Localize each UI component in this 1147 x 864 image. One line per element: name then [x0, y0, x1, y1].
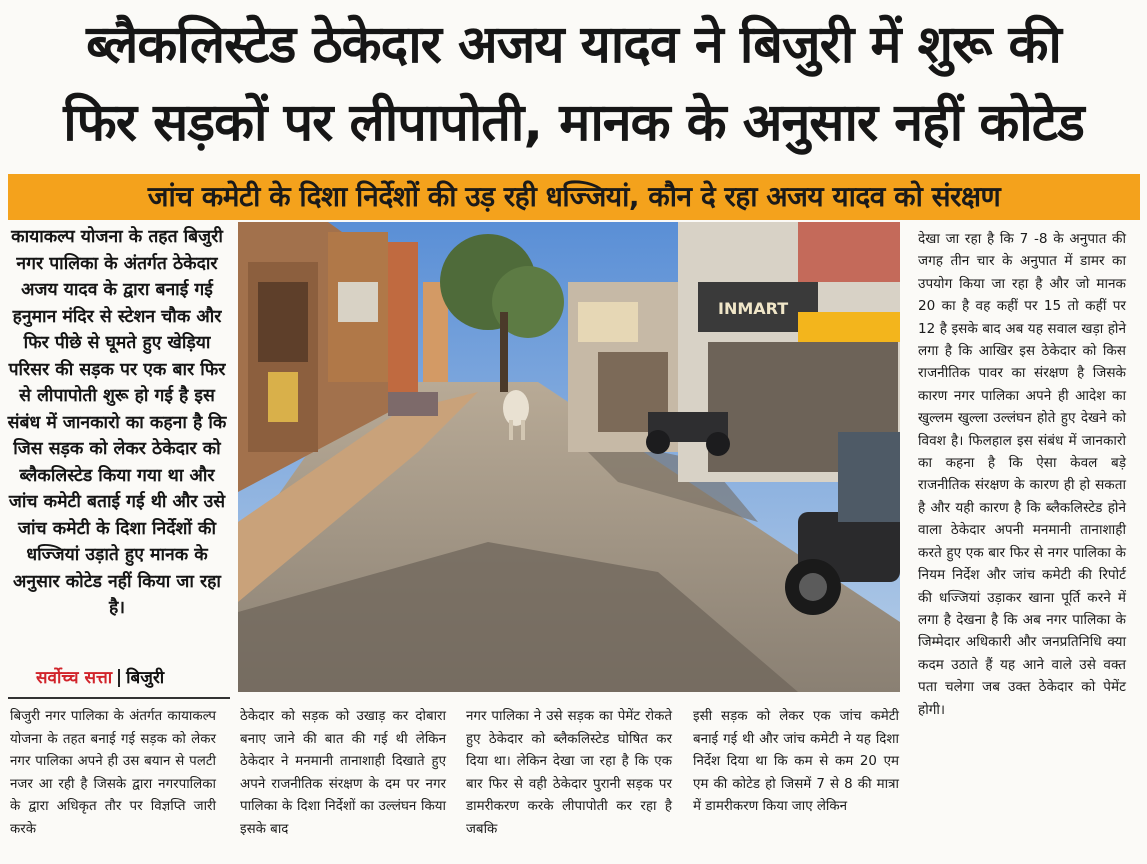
- section-divider: [8, 697, 230, 699]
- article-column-3: नगर पालिका ने उसे सड़क का पेमेंट रोकते हुए ठेकेदार को ब्लैकलिस्टेड घोषित कर दिया था। लेकिन देखा जा रहा है कि एक बार फिर से वही ठेकेदार पुरानी सड़क पर डामरीकरण करके लीपापोती कर रहा है जबकि: [466, 709, 672, 837]
- street-scene-image: [238, 222, 900, 692]
- lead-paragraph: कायाकल्प योजना के तहत बिजुरी नगर पालिका के अंतर्गत ठेकेदार अजय यादव के द्वारा बनाई गई हनुमान मंदिर से स्टेशन चौक और फिर पीछे से घूमते हुए खेड़िया परिसर की सड़क पर एक बार फिर से लीपापोती शुरू हो गई है इस संबंध में जानकारो का कहना है कि जिस सड़क को लेकर ठेकेदार को ब्लैकलिस्टेड किया गया था और जांच कमेटी बताई गई थी और उसे जांच कमेटी के दिशा निर्देशों की धज्जियां उड़ाते हुए मानक के अनुसार कोटेड नहीं किया जा रहा है।: [7, 227, 227, 618]
- byline: [36, 665, 164, 688]
- street-photo: [238, 222, 900, 692]
- article-column-4: इसी सड़क को लेकर एक जांच कमेटी बनाई गई थी और जांच कमेटी ने यह दिशा निर्देश दिया था कि कम से कम 20 एम एम की कोटेड हो जिसमें 7 से 8 की मात्रा में डामरीकरण किया जाए लेकिन: [693, 709, 899, 814]
- article-column-2: ठेकेदार को सड़क को उखाड़ कर दोबारा बनाए जाने की बात की गई थी लेकिन ठेकेदार ने मनमानी तानाशाही दिखाते हुए अपने राजनीतिक संरक्षण के दम पर नगर पालिका के दिशा निर्देशों का उल्लंघन किया इसके बाद: [240, 709, 446, 837]
- headline-line-1: ब्लैकलिस्टेड ठेकेदार अजय यादव ने बिजुरी में शुरू की: [86, 15, 1061, 75]
- shop-sign-text: INMART: [718, 299, 789, 318]
- byline-divider: [118, 669, 120, 687]
- next-headline-cropped: [0, 852, 1147, 864]
- byline-brand: सर्वोच्च सत्ता: [36, 668, 113, 688]
- subheadline: जांच कमेटी के दिशा निर्देशों की उड़ रही धज्जियां, कौन दे रहा अजय यादव को संरक्षण: [147, 180, 1001, 213]
- subheadline-bar: [8, 174, 1140, 220]
- article-column-right: देखा जा रहा है कि 7 -8 के अनुपात की जगह तीन चार के अनुपात में डामर का उपयोग किया जा रहा है और जो मानक 20 का है वह कहीं पर 15 तो कहीं पर 12 है इसके बाद अब यह सवाल खड़ा होने लगा है कि आखिर इस ठेकेदार को किस राजनीतिक पावर का संरक्षण है जिसके कारण नगर पालिका अपने ही आदेश का खुल्लम खुल्ला उल्लंघन होते हुए देखने को विवश है। फिलहाल इस संबंध में जानकारो का कहना है कि ऐसा केवल बड़े राजनीतिक संरक्षण के कारण ही हो सकता है और यही कारण है कि ब्लैकलिस्टेड होने वाला ठेकेदार अपनी मनमानी तानाशाही करते हुए एक बार फिर से नगर पालिका के नियम निर्देश और जांच कमेटी की रिपोर्ट की धज्जियां उड़ाकर खाना पूर्ति करने में लगा है देखना है कि अब नगर पालिका के जिम्मेदार अधिकारी और जनप्रतिनिधि क्या कदम उठाते हैं यह आने वाले उसे वक्त पता चलेगा जब उक्त ठेकेदार को पेमेंट होगी।: [918, 231, 1126, 718]
- headline-line-2: फिर सड़कों पर लीपापोती, मानक के अनुसार नहीं कोटेड: [63, 93, 1084, 153]
- article-column-1: बिजुरी नगर पालिका के अंतर्गत कायाकल्प योजना के तहत बनाई गई सड़क को लेकर नगर पालिका अपने ही उस बयान से पलटी नजर आ रही है जिसके द्वारा नगरपालिका के द्वारा अधिकृत तौर पर विज्ञप्ति जारी करके: [10, 709, 216, 837]
- byline-location: बिजुरी: [126, 668, 165, 688]
